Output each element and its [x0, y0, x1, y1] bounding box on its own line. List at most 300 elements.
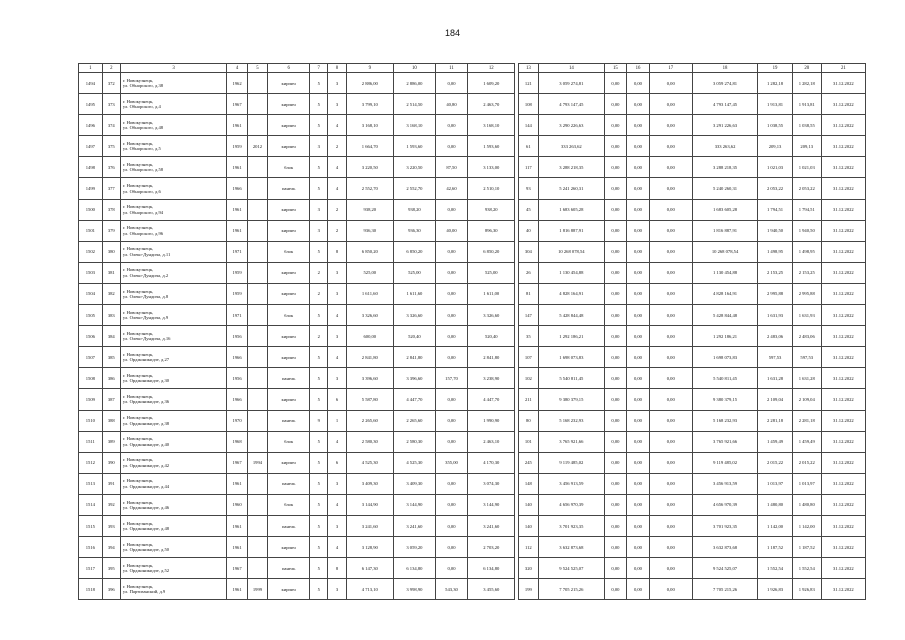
- cell-col-18: 5 168 232,93: [692, 410, 758, 431]
- cell-col-16: 0,00: [627, 537, 650, 558]
- cell-col-12: 3 455,60: [468, 579, 515, 600]
- cell-col-10: 6 850,20: [393, 241, 435, 262]
- cell-col-6: кирпич: [268, 262, 310, 283]
- cell-col-14: 9 380 379,15: [539, 389, 605, 410]
- cell-col-9: 2 841,80: [346, 347, 393, 368]
- cell-col-12: 4 170,30: [468, 452, 515, 473]
- cell-col-11: 0,00: [435, 515, 467, 536]
- cell-col-2: 385: [102, 347, 120, 368]
- cell-col-11: 0,00: [435, 199, 467, 220]
- cell-col-8: 1: [328, 410, 346, 431]
- cell-col-18: 1 683 605,28: [692, 199, 758, 220]
- cell-col-10: 2 886,00: [393, 73, 435, 94]
- cell-col-19: 2 281,18: [758, 410, 792, 431]
- cell-col-19: 1 794,51: [758, 199, 792, 220]
- cell-col-21: 31.12.2022: [821, 136, 865, 157]
- cell-col-5: [247, 537, 267, 558]
- cell-col-12: 1 593,60: [468, 136, 515, 157]
- cell-col-21: 31.12.2022: [821, 220, 865, 241]
- cell-col-15: 0,00: [604, 515, 627, 536]
- cell-col-8: 2: [328, 220, 346, 241]
- table-row: [79, 473, 866, 494]
- cell-col-15: 0,00: [604, 73, 627, 94]
- cell-col-16: 0,00: [627, 199, 650, 220]
- cell-col-14: 5 540 811,45: [539, 368, 605, 389]
- cell-col-7: 5: [310, 94, 328, 115]
- cell-col-18: 4 828 164,91: [692, 283, 758, 304]
- table-row: [79, 178, 866, 199]
- cell-col-18: 3 291 226,63: [692, 115, 758, 136]
- cell-col-15: 0,00: [604, 410, 627, 431]
- cell-col-18: 3 701 923,35: [692, 515, 758, 536]
- cell-col-11: 11: [435, 64, 467, 73]
- cell-col-1: 1518: [79, 579, 103, 600]
- cell-col-6: блок: [268, 305, 310, 326]
- cell-col-10: 2 514,50: [393, 94, 435, 115]
- cell-col-4: 1961: [227, 199, 247, 220]
- cell-col-7: 5: [310, 515, 328, 536]
- cell-col-19: 1 498,95: [758, 241, 792, 262]
- cell-col-19: 1 552,54: [758, 558, 792, 579]
- cell-col-20: 1 038,55: [792, 115, 821, 136]
- cell-col-17: 0,00: [649, 220, 692, 241]
- cell-col-15: 0,00: [604, 473, 627, 494]
- cell-col-21: 31.12.2022: [821, 283, 865, 304]
- table-row: [79, 410, 866, 431]
- cell-col-2: 376: [102, 157, 120, 178]
- cell-col-18: 3 059 274,81: [692, 73, 758, 94]
- table-row: [79, 431, 866, 452]
- cell-col-14: 3 701 923,35: [539, 515, 605, 536]
- cell-col-13: 26: [518, 262, 538, 283]
- cell-col-15: 0,00: [604, 494, 627, 515]
- cell-col-3: г. Новокузнецк, ул. Орджоникидзе, д.36: [120, 389, 226, 410]
- cell-col-16: 0,00: [627, 73, 650, 94]
- cell-col-7: 5: [310, 558, 328, 579]
- cell-col-17: 0,00: [649, 283, 692, 304]
- cell-col-12: 2 463,10: [468, 431, 515, 452]
- cell-col-3: г. Новокузнецк, ул. Обнорского, д.48: [120, 115, 226, 136]
- cell-col-4: 1966: [227, 178, 247, 199]
- table-row: [79, 136, 866, 157]
- cell-col-7: 5: [310, 115, 328, 136]
- cell-col-17: 0,00: [649, 94, 692, 115]
- cell-col-21: 31.12.2022: [821, 515, 865, 536]
- cell-col-21: 31.12.2022: [821, 199, 865, 220]
- cell-col-1: 1500: [79, 199, 103, 220]
- table-row: [79, 305, 866, 326]
- cell-col-8: 6: [328, 452, 346, 473]
- table-row: [79, 347, 866, 368]
- cell-col-8: 4: [328, 305, 346, 326]
- cell-col-3: г. Новокузнецк, ул. Олеко-Дундича, д.2: [120, 262, 226, 283]
- cell-col-20: 20: [792, 64, 821, 73]
- cell-col-15: 0,00: [604, 537, 627, 558]
- cell-col-16: 0,00: [627, 452, 650, 473]
- cell-col-4: 1967: [227, 94, 247, 115]
- cell-col-12: 3 238,90: [468, 368, 515, 389]
- cell-col-19: 1 940,50: [758, 220, 792, 241]
- cell-col-6: кирпич: [268, 220, 310, 241]
- cell-col-17: 0,00: [649, 157, 692, 178]
- cell-col-15: 0,00: [604, 262, 627, 283]
- cell-col-13: 35: [518, 326, 538, 347]
- cell-col-9: 600,00: [346, 326, 393, 347]
- cell-col-16: 0,00: [627, 262, 650, 283]
- cell-col-9: 2 552,70: [346, 178, 393, 199]
- cell-col-17: 0,00: [649, 115, 692, 136]
- cell-col-9: 2 580,30: [346, 431, 393, 452]
- cell-col-1: 1501: [79, 220, 103, 241]
- cell-col-20: 1 498,95: [792, 241, 821, 262]
- cell-col-2: 372: [102, 73, 120, 94]
- cell-col-12: 2 463,70: [468, 94, 515, 115]
- cell-col-16: 0,00: [627, 220, 650, 241]
- cell-col-20: 1 552,54: [792, 558, 821, 579]
- cell-col-7: 3: [310, 136, 328, 157]
- cell-col-13: 199: [518, 579, 538, 600]
- cell-col-16: 0,00: [627, 431, 650, 452]
- cell-col-14: 5 241 260,31: [539, 178, 605, 199]
- cell-col-4: 1961: [227, 537, 247, 558]
- cell-col-7: 7: [310, 64, 328, 73]
- cell-col-17: 0,00: [649, 389, 692, 410]
- cell-col-9: 6 850,20: [346, 241, 393, 262]
- cell-col-13: 140: [518, 494, 538, 515]
- cell-col-13: 140: [518, 515, 538, 536]
- cell-col-3: г. Новокузнецк, ул. Обнорского, д.96: [120, 220, 226, 241]
- cell-col-8: 3: [328, 326, 346, 347]
- cell-col-21: 31.12.2022: [821, 262, 865, 283]
- cell-col-10: 3 220,50: [393, 157, 435, 178]
- cell-col-16: 0,00: [627, 410, 650, 431]
- cell-col-19: 1 631,93: [758, 305, 792, 326]
- cell-col-9: 3 168,10: [346, 115, 393, 136]
- cell-col-11: 40,80: [435, 94, 467, 115]
- cell-col-15: 0,00: [604, 579, 627, 600]
- cell-col-11: 0,00: [435, 262, 467, 283]
- cell-col-3: г. Новокузнецк, ул. Обнорского, д.58: [120, 157, 226, 178]
- cell-col-14: 14: [539, 64, 605, 73]
- cell-col-16: 0,00: [627, 368, 650, 389]
- cell-col-5: [247, 157, 267, 178]
- cell-col-21: 31.12.2022: [821, 241, 865, 262]
- cell-col-8: 4: [328, 431, 346, 452]
- cell-col-7: 5: [310, 347, 328, 368]
- cell-col-11: 0,00: [435, 473, 467, 494]
- cell-col-8: 4: [328, 178, 346, 199]
- cell-col-17: 0,00: [649, 410, 692, 431]
- cell-col-2: 381: [102, 262, 120, 283]
- cell-col-11: 87,50: [435, 157, 467, 178]
- cell-col-13: 101: [518, 431, 538, 452]
- cell-col-11: 0,00: [435, 431, 467, 452]
- cell-col-7: 5: [310, 431, 328, 452]
- cell-col-15: 0,00: [604, 389, 627, 410]
- cell-col-14: 3 288 218,35: [539, 157, 605, 178]
- cell-col-15: 0,00: [604, 220, 627, 241]
- cell-col-5: [247, 199, 267, 220]
- cell-col-18: 7 705 215,26: [692, 579, 758, 600]
- cell-col-19: 1 013,97: [758, 473, 792, 494]
- cell-col-18: 4 656 970,39: [692, 494, 758, 515]
- cell-col-11: 543,30: [435, 579, 467, 600]
- cell-col-14: 1 683 605,28: [539, 199, 605, 220]
- cell-col-14: 1 816 887,91: [539, 220, 605, 241]
- cell-col-9: 938,20: [346, 199, 393, 220]
- cell-col-2: 378: [102, 199, 120, 220]
- cell-col-4: 1961: [227, 473, 247, 494]
- cell-col-19: 1 631,28: [758, 368, 792, 389]
- cell-col-8: 3: [328, 368, 346, 389]
- cell-col-3: г. Новокузнецк, ул. Орджоникидзе, д.27: [120, 347, 226, 368]
- cell-col-21: 31.12.2022: [821, 473, 865, 494]
- cell-col-9: 4 525,30: [346, 452, 393, 473]
- cell-col-21: 31.12.2022: [821, 178, 865, 199]
- cell-col-12: 3 168,10: [468, 115, 515, 136]
- cell-col-16: 0,00: [627, 283, 650, 304]
- cell-col-7: 3: [310, 220, 328, 241]
- cell-col-1: 1515: [79, 515, 103, 536]
- cell-col-5: [247, 305, 267, 326]
- cell-col-16: 0,00: [627, 347, 650, 368]
- cell-col-2: 386: [102, 368, 120, 389]
- cell-col-16: 0,00: [627, 558, 650, 579]
- cell-col-11: 0,00: [435, 305, 467, 326]
- cell-col-5: [247, 410, 267, 431]
- cell-col-21: 31.12.2022: [821, 157, 865, 178]
- cell-col-17: 0,00: [649, 262, 692, 283]
- table-row: [79, 537, 866, 558]
- cell-col-5: [247, 94, 267, 115]
- cell-col-10: 2 265,60: [393, 410, 435, 431]
- cell-col-18: 1 292 186,21: [692, 326, 758, 347]
- cell-col-4: 1956: [227, 326, 247, 347]
- cell-col-4: 1971: [227, 305, 247, 326]
- cell-col-20: 2 109,04: [792, 389, 821, 410]
- cell-col-21: 31.12.2022: [821, 431, 865, 452]
- cell-col-16: 0,00: [627, 326, 650, 347]
- cell-col-8: 2: [328, 199, 346, 220]
- cell-col-4: 1959: [227, 283, 247, 304]
- cell-col-12: 2 703,20: [468, 537, 515, 558]
- cell-col-5: 5: [247, 64, 267, 73]
- cell-col-16: 0,00: [627, 94, 650, 115]
- cell-col-2: 384: [102, 326, 120, 347]
- cell-col-3: г. Новокузнецк, ул. Обнорского, д.6: [120, 178, 226, 199]
- cell-col-2: 388: [102, 410, 120, 431]
- cell-col-15: 0,00: [604, 431, 627, 452]
- cell-col-14: 333 263,62: [539, 136, 605, 157]
- cell-col-6: кирпич: [268, 283, 310, 304]
- cell-col-13: 211: [518, 389, 538, 410]
- cell-col-12: 938,20: [468, 199, 515, 220]
- cell-col-11: 0,00: [435, 558, 467, 579]
- cell-col-6: панель: [268, 473, 310, 494]
- cell-col-20: 2 281,18: [792, 410, 821, 431]
- cell-col-13: 40: [518, 220, 538, 241]
- cell-col-9: 3 241,60: [346, 515, 393, 536]
- cell-col-14: 7 705 215,26: [539, 579, 605, 600]
- cell-col-8: 8: [328, 558, 346, 579]
- cell-col-6: кирпич: [268, 115, 310, 136]
- cell-col-18: 18: [692, 64, 758, 73]
- page-number: 184: [444, 28, 461, 38]
- cell-col-11: 42,60: [435, 178, 467, 199]
- cell-col-10: 938,20: [393, 199, 435, 220]
- cell-col-11: 355,00: [435, 452, 467, 473]
- cell-col-7: 5: [310, 73, 328, 94]
- cell-col-6: блок: [268, 241, 310, 262]
- cell-col-1: 1505: [79, 305, 103, 326]
- cell-col-12: 3 074,30: [468, 473, 515, 494]
- cell-col-6: кирпич: [268, 537, 310, 558]
- cell-col-12: 3 241,60: [468, 515, 515, 536]
- cell-col-18: 5 428 844,48: [692, 305, 758, 326]
- cell-col-14: 4 793 147,45: [539, 94, 605, 115]
- cell-col-5: [247, 115, 267, 136]
- cell-col-8: 4: [328, 537, 346, 558]
- cell-col-12: 2 510,10: [468, 178, 515, 199]
- table-row: [79, 558, 866, 579]
- cell-col-8: 3: [328, 73, 346, 94]
- cell-col-15: 0,00: [604, 157, 627, 178]
- cell-col-3: г. Новокузнецк, ул. Орджоникидзе, д.44: [120, 473, 226, 494]
- cell-col-9: 3 144,90: [346, 494, 393, 515]
- cell-col-5: [247, 515, 267, 536]
- cell-col-4: 1966: [227, 389, 247, 410]
- cell-col-2: 391: [102, 473, 120, 494]
- cell-col-17: 0,00: [649, 558, 692, 579]
- cell-col-10: 4 525,30: [393, 452, 435, 473]
- cell-col-13: 320: [518, 558, 538, 579]
- cell-col-9: 2 886,00: [346, 73, 393, 94]
- cell-col-1: 1498: [79, 157, 103, 178]
- cell-col-8: 4: [328, 157, 346, 178]
- cell-col-20: 209,13: [792, 136, 821, 157]
- cell-col-15: 0,00: [604, 326, 627, 347]
- cell-col-14: 5 168 232,93: [539, 410, 605, 431]
- cell-col-6: кирпич: [268, 389, 310, 410]
- cell-col-20: 1 187,52: [792, 537, 821, 558]
- cell-col-1: 1509: [79, 389, 103, 410]
- cell-col-7: 5: [310, 241, 328, 262]
- cell-col-4: 1962: [227, 73, 247, 94]
- cell-col-21: 31.12.2022: [821, 579, 865, 600]
- cell-col-19: 1 142,00: [758, 515, 792, 536]
- cell-col-11: 0,00: [435, 494, 467, 515]
- cell-col-20: 1 631,28: [792, 368, 821, 389]
- cell-col-18: 9 119 485,02: [692, 452, 758, 473]
- cell-col-1: 1506: [79, 326, 103, 347]
- cell-col-3: г. Новокузнецк, ул. Олеко-Дундича, д.9: [120, 305, 226, 326]
- cell-col-21: 21: [821, 64, 865, 73]
- cell-col-2: 373: [102, 94, 120, 115]
- cell-col-1: 1504: [79, 283, 103, 304]
- cell-col-10: 1 611,60: [393, 283, 435, 304]
- cell-col-19: 1 459,49: [758, 431, 792, 452]
- cell-col-11: 0,00: [435, 283, 467, 304]
- cell-col-8: 4: [328, 494, 346, 515]
- cell-col-12: 520,40: [468, 326, 515, 347]
- cell-col-10: 2 841,80: [393, 347, 435, 368]
- cell-col-13: 117: [518, 157, 538, 178]
- cell-col-2: 389: [102, 431, 120, 452]
- cell-col-3: г. Новокузнецк, ул. Обнорского, д.4: [120, 94, 226, 115]
- table-row: [79, 515, 866, 536]
- cell-col-6: кирпич: [268, 326, 310, 347]
- cell-col-21: 31.12.2022: [821, 115, 865, 136]
- cell-col-1: 1511: [79, 431, 103, 452]
- cell-col-3: г. Новокузнецк, ул. Олеко-Дундича, д.8: [120, 283, 226, 304]
- cell-col-12: 4 447,70: [468, 389, 515, 410]
- cell-col-12: 3 326,60: [468, 305, 515, 326]
- cell-col-13: 102: [518, 368, 538, 389]
- cell-col-8: 3: [328, 262, 346, 283]
- cell-col-16: 0,00: [627, 494, 650, 515]
- cell-col-20: 1 142,00: [792, 515, 821, 536]
- cell-col-13: 13: [518, 64, 538, 73]
- cell-col-5: [247, 431, 267, 452]
- cell-col-20: 2 483,06: [792, 326, 821, 347]
- cell-col-7: 5: [310, 368, 328, 389]
- cell-col-12: 896,30: [468, 220, 515, 241]
- cell-col-15: 0,00: [604, 178, 627, 199]
- cell-col-2: 394: [102, 537, 120, 558]
- cell-col-16: 0,00: [627, 178, 650, 199]
- cell-col-8: 8: [328, 64, 346, 73]
- cell-col-12: 1 611,00: [468, 283, 515, 304]
- cell-col-6: кирпич: [268, 73, 310, 94]
- cell-col-21: 31.12.2022: [821, 389, 865, 410]
- cell-col-20: 1 926,83: [792, 579, 821, 600]
- cell-col-10: 3 396,60: [393, 368, 435, 389]
- cell-col-13: 93: [518, 178, 538, 199]
- cell-col-20: 1 459,49: [792, 431, 821, 452]
- cell-col-17: 17: [649, 64, 692, 73]
- cell-col-11: 0,00: [435, 115, 467, 136]
- cell-col-1: 1508: [79, 368, 103, 389]
- cell-col-12: 3 144,90: [468, 494, 515, 515]
- cell-col-1: 1516: [79, 537, 103, 558]
- cell-col-11: 0,00: [435, 326, 467, 347]
- cell-col-11: 0,00: [435, 347, 467, 368]
- cell-col-21: 31.12.2022: [821, 305, 865, 326]
- cell-col-20: 2 995,88: [792, 283, 821, 304]
- cell-col-20: 1 794,51: [792, 199, 821, 220]
- cell-col-5: [247, 494, 267, 515]
- cell-col-11: 0,00: [435, 410, 467, 431]
- cell-col-17: 0,00: [649, 199, 692, 220]
- cell-col-7: 2: [310, 326, 328, 347]
- cell-col-13: 121: [518, 73, 538, 94]
- cell-col-1: 1503: [79, 262, 103, 283]
- cell-col-6: блок: [268, 157, 310, 178]
- cell-col-2: 396: [102, 579, 120, 600]
- cell-col-2: 392: [102, 494, 120, 515]
- cell-col-16: 0,00: [627, 136, 650, 157]
- cell-col-2: 390: [102, 452, 120, 473]
- cell-col-8: 3: [328, 579, 346, 600]
- cell-col-19: 1 021,03: [758, 157, 792, 178]
- housing-register-table: [78, 63, 866, 600]
- cell-col-2: 2: [102, 64, 120, 73]
- cell-col-5: 1999: [247, 579, 267, 600]
- cell-col-14: 3 765 921,66: [539, 431, 605, 452]
- cell-col-16: 0,00: [627, 389, 650, 410]
- cell-col-5: [247, 262, 267, 283]
- cell-col-18: 3 456 913,59: [692, 473, 758, 494]
